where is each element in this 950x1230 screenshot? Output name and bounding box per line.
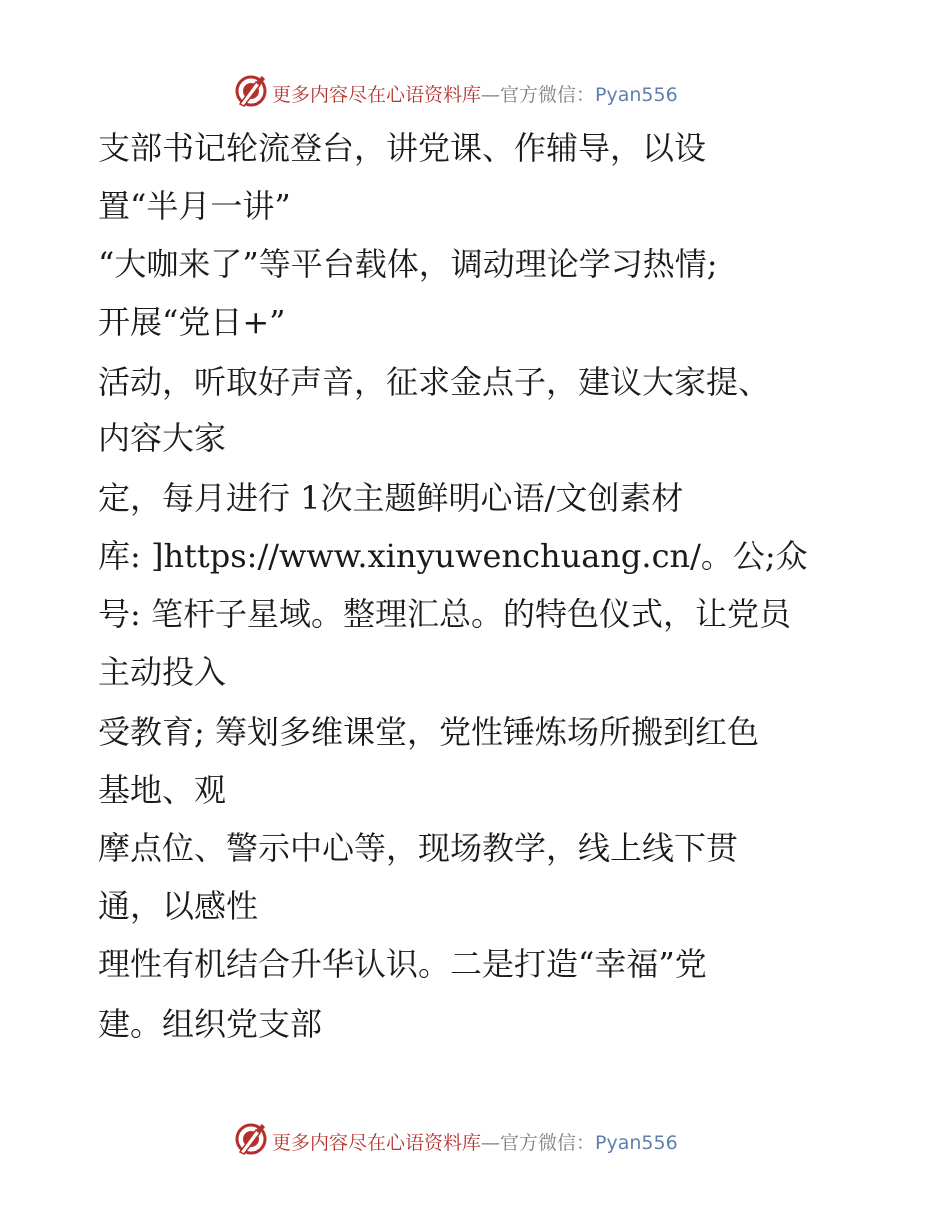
banner-brand: 更多内容尽在心语资料库 xyxy=(272,1132,482,1154)
pen-logo-icon xyxy=(234,1122,268,1156)
text-line: 通，以感性 xyxy=(98,887,259,925)
banner-dash: — xyxy=(481,1132,501,1154)
banner-contact-id: Pyan556 xyxy=(595,1132,678,1154)
text-line: 主动投入 xyxy=(98,653,227,691)
footer-banner xyxy=(0,1118,950,1158)
banner-text xyxy=(272,80,678,107)
text-line: 开展“党日+” xyxy=(98,303,286,341)
text-line: 摩点位、警示中心等，现场教学，线上线下贯 xyxy=(98,829,739,867)
text-line: 受教育; 筹划多维课堂，党性锤炼场所搬到红色 xyxy=(98,713,759,751)
text-line: 定，每月进行 1次主题鲜明心语/文创素材 xyxy=(98,479,684,517)
text-line: 号: 笔杆子星域。整理汇总。的特色仪式，让党员 xyxy=(98,595,791,633)
banner-brand: 更多内容尽在心语资料库 xyxy=(272,84,482,106)
text-line: 内容大家 xyxy=(98,419,227,457)
banner-contact-id: Pyan556 xyxy=(595,84,678,106)
text-line: “大咖来了”等平台载体，调动理论学习热情; xyxy=(98,245,718,283)
banner-dash: — xyxy=(481,84,501,106)
text-line: 建。组织党支部 xyxy=(98,1005,323,1043)
text-line: 支部书记轮流登台，讲党课、作辅导，以设 xyxy=(98,129,707,167)
text-line: 库: ]https://www.xinyuwenchuang.cn/。公;众 xyxy=(98,537,808,575)
text-line: 活动，听取好声音，征求金点子，建议大家提、 xyxy=(98,363,771,401)
banner-contact-label: 官方微信： xyxy=(500,84,596,106)
banner-contact-label: 官方微信： xyxy=(500,1132,596,1154)
text-line: 理性有机结合升华认识。二是打造“幸福”党 xyxy=(98,945,707,983)
header-banner xyxy=(0,70,950,110)
pen-logo-icon xyxy=(234,74,268,108)
text-line: 基地、观 xyxy=(98,771,227,809)
banner-text xyxy=(272,1128,678,1155)
text-line: 置“半月一讲” xyxy=(98,187,291,225)
